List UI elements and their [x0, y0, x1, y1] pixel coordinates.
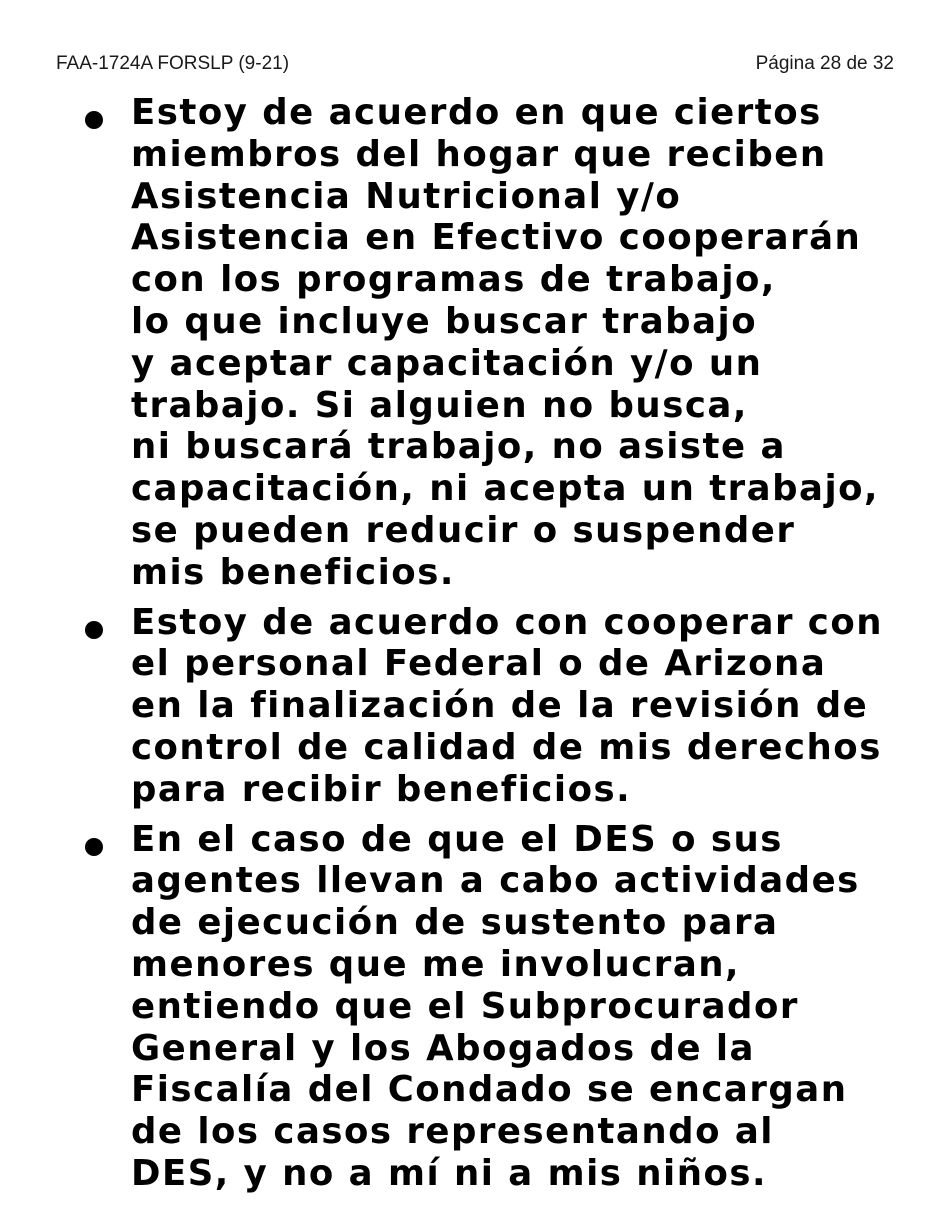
statement-line: en la finalización de la revisión de — [131, 685, 869, 727]
statement-line: el personal Federal o de Arizona — [131, 643, 827, 685]
page-number: Página 28 de 32 — [755, 53, 894, 74]
statement-line: menores que me involucran, — [131, 943, 741, 985]
statement-line: control de calidad de mis derechos — [131, 726, 882, 768]
statement-line: DES, y no a mí ni a mis niños. — [131, 1152, 767, 1194]
statement-quality-control — [0, 602, 950, 811]
statement-line: y aceptar capacitación y/o un — [131, 342, 763, 384]
statement-list — [0, 92, 950, 1203]
statement-line: miembros del hogar que reciben — [131, 133, 827, 175]
statement-line: se pueden reducir o suspender — [131, 509, 796, 551]
statement-line: para recibir beneficios. — [131, 768, 632, 810]
statement-line: Estoy de acuerdo en que ciertos — [131, 92, 822, 133]
statement-line: con los programas de trabajo, — [131, 259, 776, 301]
statement-line: ni buscará trabajo, no asiste a — [131, 426, 786, 468]
statement-child-support — [0, 819, 950, 1195]
statement-line: Asistencia en Efectivo cooperarán — [131, 217, 862, 259]
statement-line: de los casos representando al — [131, 1111, 774, 1153]
form-id: FAA-1724A FORSLP (9-21) — [56, 53, 290, 74]
statement-line: General y los Abogados de la — [131, 1027, 756, 1069]
statement-line: lo que incluye buscar trabajo — [131, 300, 758, 342]
bullet-icon — [85, 838, 103, 856]
statement-line: En el caso de que el DES o sus — [131, 818, 783, 860]
statement-line: de ejecución de sustento para — [131, 902, 779, 944]
statement-line: Estoy de acuerdo con cooperar con — [131, 601, 884, 643]
statement-line: agentes llevan a cabo actividades — [131, 860, 860, 902]
statement-work-programs — [0, 92, 950, 594]
statement-line: capacitación, ni acepta un trabajo, — [131, 468, 880, 510]
statement-line: entiendo que el Subprocurador — [131, 985, 799, 1027]
statement-line: trabajo. Si alguien no busca, — [131, 384, 748, 426]
statement-line: Asistencia Nutricional y/o — [131, 175, 682, 217]
statement-line: Fiscalía del Condado se encargan — [131, 1069, 848, 1111]
page-header — [56, 52, 894, 76]
statement-line: mis beneficios. — [131, 551, 455, 593]
bullet-icon — [85, 111, 103, 129]
bullet-icon — [85, 621, 103, 639]
